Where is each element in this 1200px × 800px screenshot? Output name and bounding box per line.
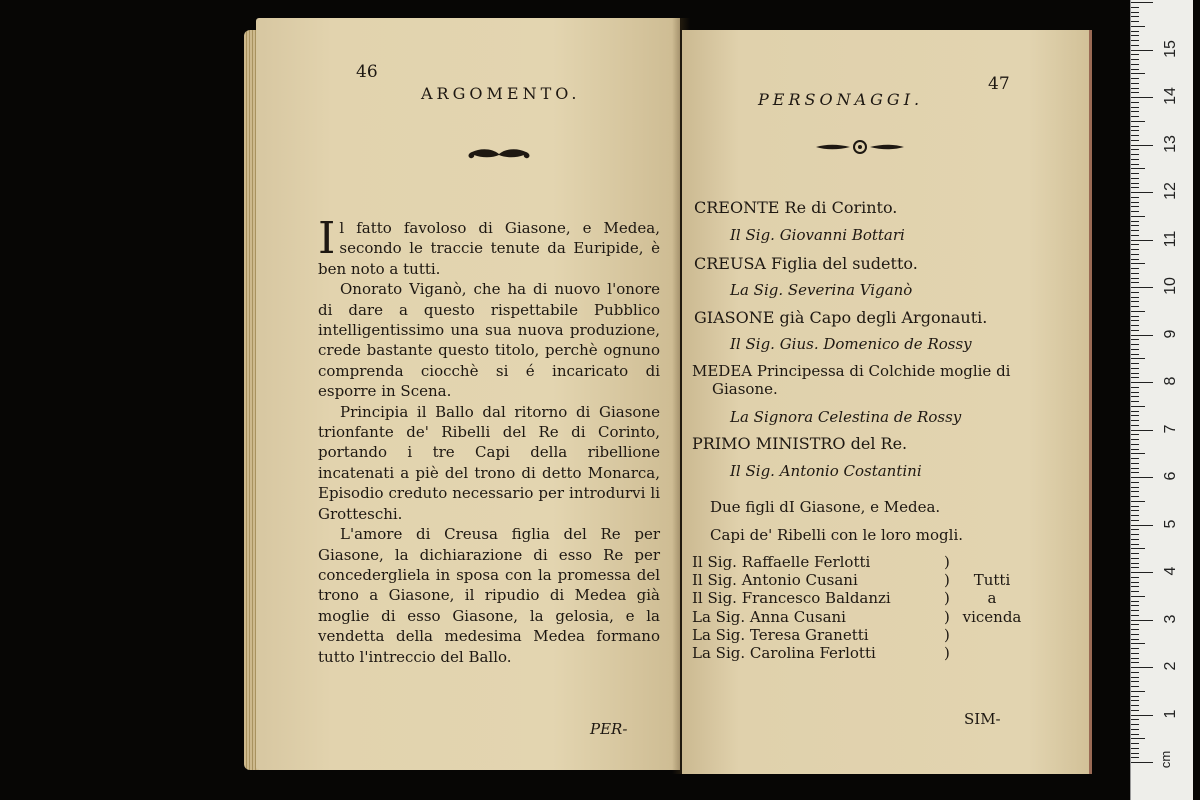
ruler-tick	[1131, 297, 1139, 298]
cast-role-ministro: PRIMO MINISTRO del Re.	[692, 434, 908, 453]
ruler-tick	[1131, 54, 1139, 55]
mustache-ornament-icon	[464, 146, 534, 162]
ruler-tick	[1131, 368, 1139, 369]
ruler-number: 4	[1162, 566, 1179, 576]
ruler-tick	[1131, 135, 1139, 136]
ruler-number: 14	[1162, 87, 1179, 105]
ruler-tick	[1131, 624, 1139, 625]
ruler-tick	[1131, 320, 1139, 321]
ruler-tick	[1131, 515, 1139, 516]
ruler-tick	[1131, 116, 1139, 117]
ruler-tick	[1131, 12, 1139, 13]
ruler-number: 8	[1162, 376, 1179, 386]
ruler-tick	[1131, 21, 1139, 22]
ruler-tick	[1131, 225, 1139, 226]
ruler-tick	[1131, 130, 1139, 131]
ruler-tick	[1131, 667, 1153, 668]
ruler-tick	[1131, 387, 1139, 388]
ruler-tick	[1131, 558, 1139, 559]
ruler-tick	[1131, 420, 1139, 421]
ruler-number: 5	[1162, 519, 1179, 528]
ruler-tick	[1131, 653, 1139, 654]
ruler-tick	[1131, 187, 1139, 188]
ruler-unit: cm	[1158, 750, 1174, 769]
ruler-number: 1	[1162, 709, 1179, 718]
ruler-tick	[1131, 506, 1139, 507]
ruler-tick	[1131, 102, 1139, 103]
ruler-tick	[1131, 743, 1139, 744]
ruler-tick	[1131, 501, 1145, 502]
dancer-1: Il Sig. Raffaelle Ferlotti	[692, 553, 871, 571]
ruler-tick	[1131, 230, 1139, 231]
dancer-6: La Sig. Carolina Ferlotti	[692, 644, 876, 662]
ruler-tick	[1131, 382, 1153, 383]
ruler-tick	[1131, 582, 1139, 583]
children-line: Due figli dI Giasone, e Medea.	[710, 498, 941, 516]
ruler-tick	[1131, 449, 1139, 450]
ruler-tick	[1131, 311, 1145, 312]
ruler-tick	[1131, 50, 1153, 51]
ruler-tick	[1131, 221, 1139, 222]
dancer-2: Il Sig. Antonio Cusani	[692, 571, 858, 589]
ruler-tick	[1131, 510, 1139, 511]
catchword-left: PER-	[590, 720, 628, 738]
ruler-tick	[1131, 482, 1139, 483]
ruler-tick	[1131, 615, 1139, 616]
ruler-tick	[1131, 83, 1139, 84]
ruler-number: 15	[1162, 39, 1179, 58]
cast-actor-creonte: Il Sig. Giovanni Bottari	[730, 226, 905, 244]
ruler-tick	[1131, 373, 1139, 374]
running-header-left: ARGOMENTO.	[421, 84, 581, 103]
ruler-tick	[1131, 553, 1139, 554]
ruler-number: 9	[1162, 329, 1179, 338]
ruler-tick	[1131, 548, 1145, 549]
ruler-tick	[1131, 425, 1139, 426]
ruler-tick	[1131, 563, 1139, 564]
ruler-number: 12	[1162, 182, 1179, 200]
ruler-tick	[1131, 164, 1139, 165]
ruler-tick	[1131, 64, 1139, 65]
ruler-tick	[1131, 620, 1153, 621]
ruler-tick	[1131, 610, 1139, 611]
ruler-tick	[1131, 292, 1139, 293]
ruler-tick	[1131, 430, 1153, 431]
ruler-tick	[1131, 525, 1153, 526]
ruler-tick	[1131, 757, 1139, 758]
cast-actor-ministro: Il Sig. Antonio Costantini	[730, 462, 922, 480]
page-number-right: 47	[988, 74, 1010, 94]
ruler-tick	[1131, 539, 1139, 540]
ruler-tick	[1131, 710, 1139, 711]
ruler-tick	[1131, 73, 1145, 74]
bracket-3: )	[944, 589, 950, 607]
ruler-tick	[1131, 287, 1153, 288]
measuring-ruler	[1130, 0, 1193, 800]
ruler-tick	[1131, 78, 1139, 79]
ruler-tick	[1131, 458, 1139, 459]
ruler-tick	[1131, 168, 1145, 169]
bracket-6: )	[944, 644, 950, 662]
ruler-tick	[1131, 121, 1145, 122]
ruler-tick	[1131, 278, 1139, 279]
ruler-tick	[1131, 639, 1139, 640]
ruler-tick	[1131, 677, 1139, 678]
ruler-tick	[1131, 159, 1139, 160]
running-header-right: PERSONAGGI.	[758, 90, 924, 109]
ruler-tick	[1131, 729, 1139, 730]
ruler-tick	[1131, 572, 1153, 573]
ruler-tick	[1131, 69, 1139, 70]
ruler-tick	[1131, 643, 1145, 644]
ruler-tick	[1131, 634, 1139, 635]
ruler-tick	[1131, 700, 1139, 701]
ruler-tick	[1131, 753, 1139, 754]
ruler-number: 10	[1162, 277, 1179, 295]
ruler-tick	[1131, 249, 1139, 250]
ruler-tick	[1131, 59, 1139, 60]
left-page	[256, 18, 680, 770]
ruler-tick	[1131, 235, 1139, 236]
ruler-tick	[1131, 520, 1139, 521]
vicenda-word: vicenda	[962, 608, 1022, 626]
ruler-tick	[1131, 377, 1139, 378]
ruler-tick	[1131, 406, 1145, 407]
ruler-tick	[1131, 681, 1139, 682]
ruler-tick	[1131, 259, 1139, 260]
ruler-tick	[1131, 140, 1139, 141]
dancer-3: Il Sig. Francesco Baldanzi	[692, 589, 891, 607]
paragraph-2: Onorato Viganò, che ha di nuovo l'onore di dare a questo rispettabile Pubblico intelligentissimo una sua nuova produzione, crede bastante questo titolo, perchè ognuno comprenda ciocchè si é incaricato di esporre in Scena.	[318, 280, 660, 401]
ruler-tick	[1131, 529, 1139, 530]
bracket-5: )	[944, 626, 950, 644]
ruler-tick	[1131, 16, 1139, 17]
tutti-word: Tutti	[973, 571, 1011, 589]
cast-role-giasone: GIASONE già Capo degli Argonauti.	[694, 308, 988, 327]
ruler-tick	[1131, 40, 1139, 41]
ruler-tick	[1131, 439, 1139, 440]
ruler-tick	[1131, 577, 1139, 578]
cast-role-medea: MEDEA Principessa di Colchide moglie di	[692, 362, 1011, 380]
bracket-4: )	[944, 608, 950, 626]
ruler-tick	[1131, 658, 1139, 659]
ruler-tick	[1131, 111, 1139, 112]
ruler-tick	[1131, 145, 1153, 146]
ruler-tick	[1131, 2, 1153, 3]
ruler-tick	[1131, 487, 1139, 488]
ruler-tick	[1131, 244, 1139, 245]
ruler-tick	[1131, 596, 1145, 597]
drop-cap: I	[318, 213, 336, 264]
cast-actor-medea: La Signora Celestina de Rossy	[730, 408, 962, 426]
ruler-tick	[1131, 330, 1139, 331]
ruler-tick	[1131, 396, 1139, 397]
ruler-tick	[1131, 591, 1139, 592]
ruler-tick	[1131, 216, 1145, 217]
ruler-tick	[1131, 496, 1139, 497]
ruler-number: 7	[1162, 424, 1179, 433]
ruler-tick	[1131, 26, 1145, 27]
ruler-tick	[1131, 691, 1145, 692]
ruler-tick	[1131, 183, 1139, 184]
ruler-number: 2	[1162, 661, 1179, 671]
bracket-1: )	[944, 553, 950, 571]
ruler-tick	[1131, 211, 1139, 212]
ruler-tick	[1131, 97, 1153, 98]
ruler-tick	[1131, 363, 1139, 364]
ruler-tick	[1131, 696, 1139, 697]
ruler-tick	[1131, 472, 1139, 473]
ruler-tick	[1131, 197, 1139, 198]
ruler-tick	[1131, 126, 1139, 127]
ruler-tick	[1131, 192, 1153, 193]
ruler-tick	[1131, 748, 1139, 749]
ruler-tick	[1131, 762, 1153, 763]
ruler-tick	[1131, 434, 1139, 435]
argomento-text	[318, 213, 660, 667]
cast-actor-giasone: Il Sig. Gius. Domenico de Rossy	[730, 335, 972, 353]
ruler-tick	[1131, 534, 1139, 535]
ruler-tick	[1131, 715, 1153, 716]
ruler-tick	[1131, 335, 1153, 336]
paragraph-4: L'amore di Creusa figlia del Re per Giasone, la dichiarazione di esso Re per concedergliela in sposa con la promessa del trono a Giasone, il ripudio di Medea già moglie di esso Giasone, la gelosia, e la vendetta della medesima Medea formano tutto l'intreccio del Ballo.	[318, 525, 660, 666]
ruler-tick	[1131, 154, 1139, 155]
cast-actor-creusa: La Sig. Severina Viganò	[730, 281, 913, 299]
ruler-tick	[1131, 316, 1139, 317]
ruler-tick	[1131, 344, 1139, 345]
ruler-tick	[1131, 415, 1139, 416]
ruler-tick	[1131, 149, 1139, 150]
a-word: a	[987, 589, 997, 607]
ruler-tick	[1131, 263, 1145, 264]
ruler-tick	[1131, 734, 1139, 735]
ruler-tick	[1131, 354, 1139, 355]
ruler-tick	[1131, 45, 1139, 46]
ruler-tick	[1131, 453, 1145, 454]
ruler-tick	[1131, 240, 1153, 241]
ruler-tick	[1131, 178, 1139, 179]
ruler-tick	[1131, 724, 1139, 725]
ruler-tick	[1131, 325, 1139, 326]
ruler-tick	[1131, 301, 1139, 302]
ruler-tick	[1131, 273, 1139, 274]
ruler-tick	[1131, 468, 1139, 469]
ruler-tick	[1131, 202, 1139, 203]
ruler-tick	[1131, 444, 1139, 445]
ruler-tick	[1131, 392, 1139, 393]
ruler-tick	[1131, 477, 1153, 478]
ruler-tick	[1131, 339, 1139, 340]
ruler-tick	[1131, 719, 1139, 720]
ruler-tick	[1131, 705, 1139, 706]
ruler-tick	[1131, 282, 1139, 283]
catchword-right: SIM-	[964, 710, 1001, 728]
paragraph-3: Principia il Ballo dal ritorno di Giasone trionfante de' Ribelli del Re di Corinto, portando i tre Capi della ribellione incatenati a piè del trono di detto Monarca, Episodio creduto necessario per introdurvi li Grotteschi.	[318, 402, 660, 523]
ruler-tick	[1131, 738, 1145, 739]
cast-role-creusa: CREUSA Figlia del sudetto.	[694, 254, 918, 273]
ruler-tick	[1131, 88, 1139, 89]
ruler-tick	[1131, 349, 1139, 350]
ruler-tick	[1131, 7, 1139, 8]
ruler-tick	[1131, 672, 1139, 673]
ruler-tick	[1131, 411, 1139, 412]
paragraph-1: Il fatto favoloso di Giasone, e Medea, secondo le traccie tenute da Euripide, è ben noto a tutti.	[318, 213, 660, 278]
ruler-tick	[1131, 92, 1139, 93]
cast-role-creonte: CREONTE Re di Corinto.	[694, 198, 898, 217]
cast-role-medea-cont: Giasone.	[712, 380, 778, 398]
dancer-4: La Sig. Anna Cusani	[692, 608, 846, 626]
right-page	[682, 30, 1092, 774]
ruler-tick	[1131, 268, 1139, 269]
bracket-2: )	[944, 571, 950, 589]
ruler-tick	[1131, 107, 1139, 108]
ruler-tick	[1131, 605, 1139, 606]
ruler-tick	[1131, 401, 1139, 402]
ruler-number: 6	[1162, 471, 1179, 481]
ruler-number: 3	[1162, 614, 1179, 623]
ruler-tick	[1131, 544, 1139, 545]
ruler-tick	[1131, 629, 1139, 630]
ruler-tick	[1131, 173, 1139, 174]
ruler-tick	[1131, 306, 1139, 307]
ruler-number: 11	[1162, 230, 1179, 247]
dancer-5: La Sig. Teresa Granetti	[692, 626, 869, 644]
floral-ornament-icon	[814, 138, 906, 156]
ruler-tick	[1131, 662, 1139, 663]
page-number-left: 46	[356, 62, 378, 82]
ruler-number: 13	[1162, 134, 1179, 153]
ruler-tick	[1131, 686, 1139, 687]
ruler-tick	[1131, 586, 1139, 587]
ruler-tick	[1131, 567, 1139, 568]
ruler-tick	[1131, 254, 1139, 255]
ruler-tick	[1131, 206, 1139, 207]
ruler-tick	[1131, 31, 1139, 32]
ruler-tick	[1131, 35, 1139, 36]
ruler-tick	[1131, 648, 1139, 649]
ruler-tick	[1131, 491, 1139, 492]
ruler-tick	[1131, 601, 1139, 602]
ruler-tick	[1131, 463, 1139, 464]
ruler-tick	[1131, 358, 1145, 359]
rebels-line: Capi de' Ribelli con le loro mogli.	[710, 526, 964, 544]
